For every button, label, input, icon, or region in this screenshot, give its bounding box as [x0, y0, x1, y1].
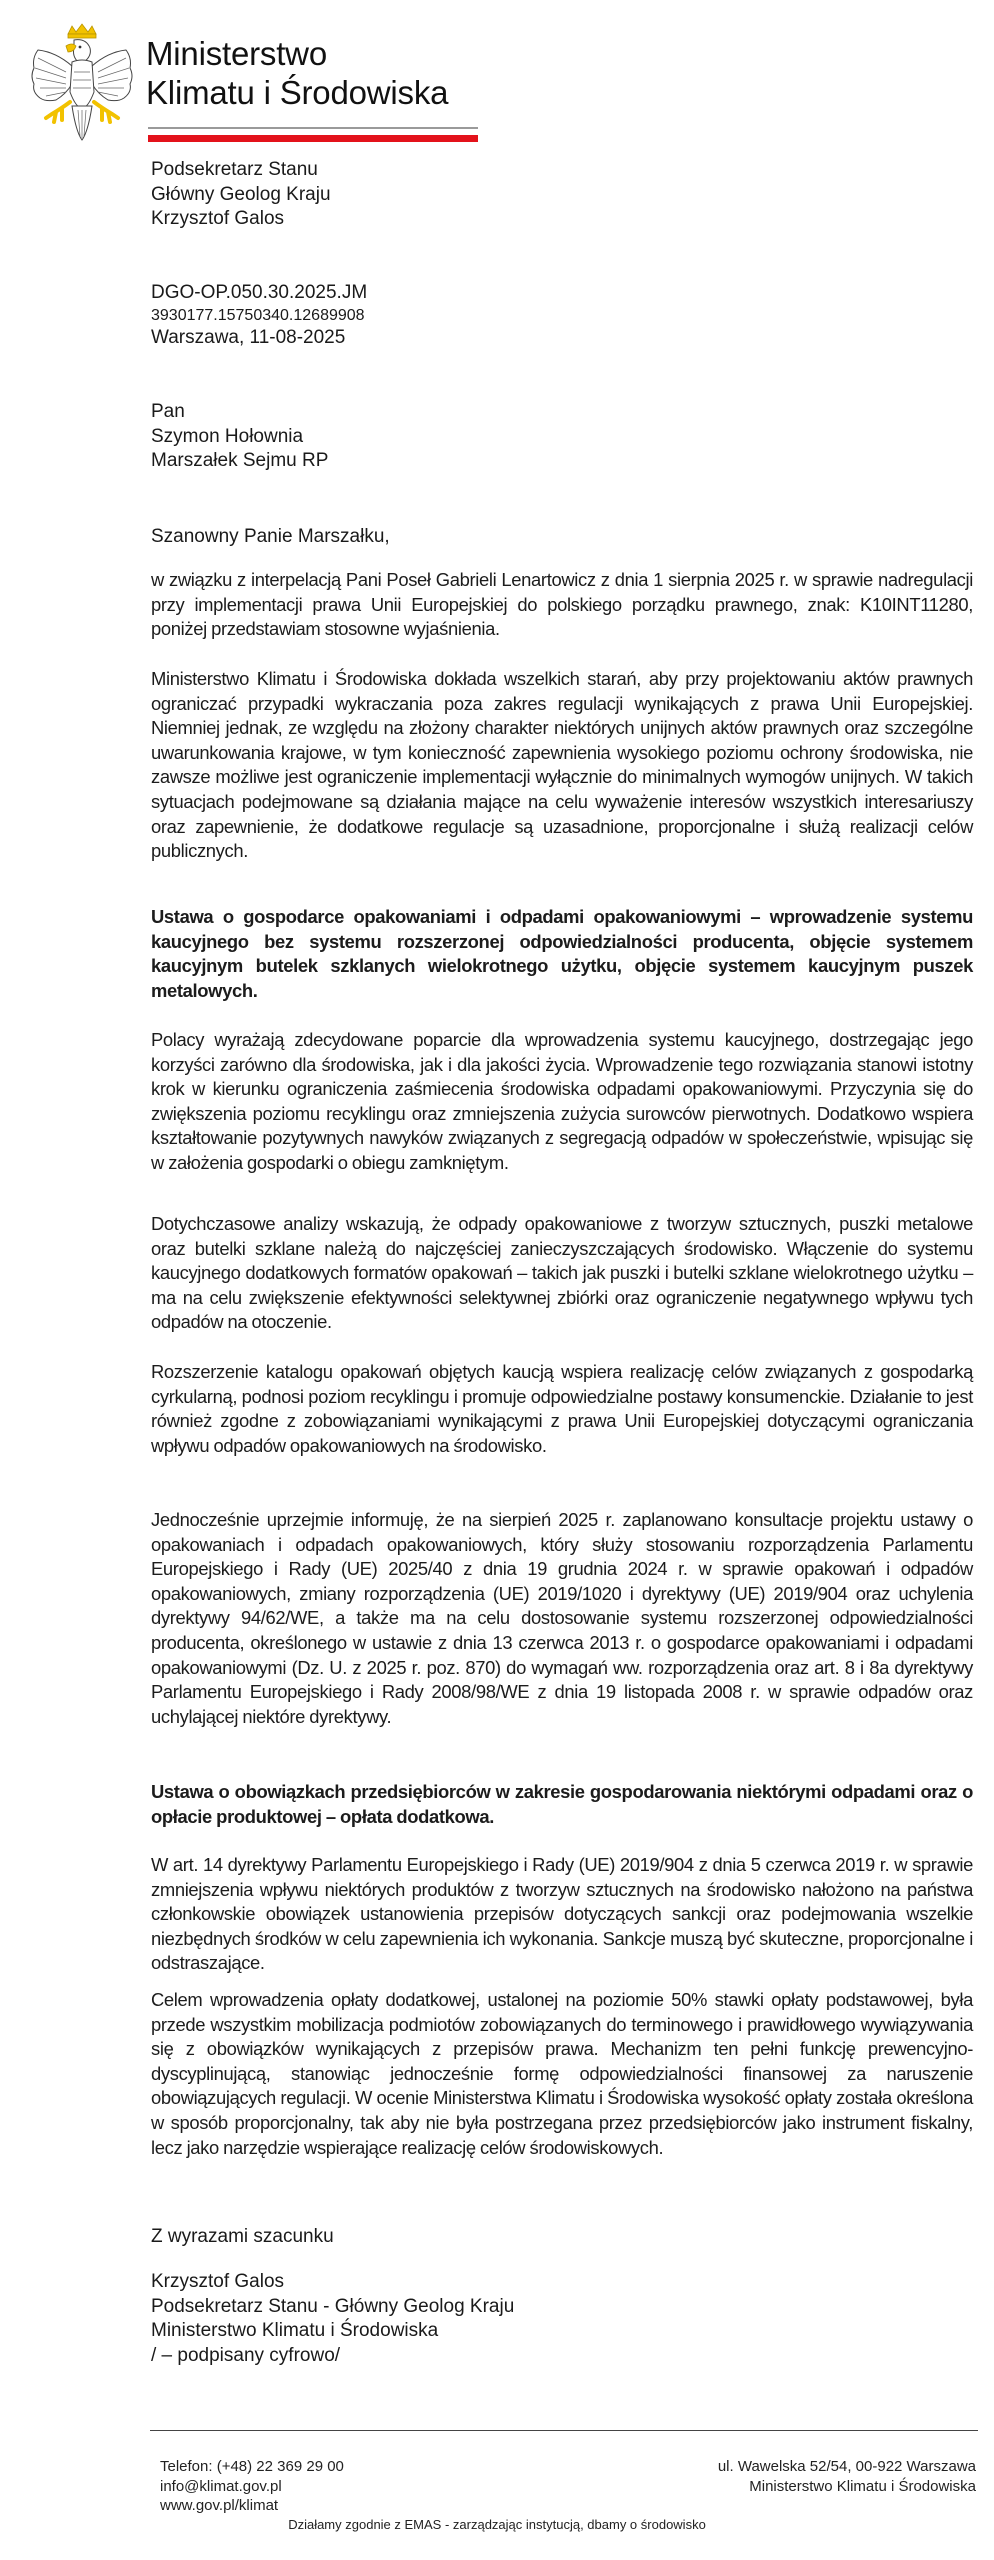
paragraph-fee-purpose: Celem wprowadzenia opłaty dodatkowej, ustalonej na poziomie 50% stawki opłaty podstawowej, była przede wszystkim mobilizacja podmiotów zobowiązanych do terminowego i prawidłowego wywiązywania się z obowiązków wynikających z przepisów prawa. Mechanizm ten pełni funkcję prewencyjno-dyscyplinującą, stanowiąc jednocześnie formę odpowiedzialności finansowej za naruszenie obowiązujących regulacji. W ocenie Ministerstwa Klimatu i Środowiska wysokość opłaty została określona w sposób proporcjonalny, tak aby nie była postrzegana przez przedsiębiorców jako instrument fiskalny, lecz jako narzędzie wspierające realizację celów środowiskowych.	[151, 1989, 973, 2158]
section-heading-deposit-system: Ustawa o gospodarce opakowaniami i odpadami opakowaniowymi – wprowadzenie systemu kaucyjnego bez systemu rozszerzonej odpowiedzialności producenta, objęcie systemem kaucyjnym butelek szklanych wielokrotnego użytku, objęcie systemem kaucyjnym puszek metalowych.	[151, 906, 973, 1001]
letterhead-red-rule	[148, 135, 478, 142]
section-heading-additional-fee: Ustawa o obowiązkach przedsiębiorców w zakresie gospodarowania niektórymi odpadami oraz o opłacie produktowej – opłata dodatkowa.	[151, 1781, 973, 1827]
salutation	[151, 525, 390, 550]
paragraph-directive-article14: W art. 14 dyrektywy Parlamentu Europejskiego i Rady (UE) 2019/904 z dnia 5 czerwca 2019 r. w sprawie zmniejszenia wpływu niektórych produktów z tworzyw sztucznych na środowisko nałożono na państwa członkowskie obowiązek ustanowienia przepisów dotyczących sankcji oraz podejmowania wszelkie niezbędnych środków w celu zapewnienia ich wykonania. Sankcje muszą być skuteczne, proporcjonalne i odstraszające.	[151, 1854, 973, 1974]
reference-block	[151, 281, 367, 350]
paragraph-ministry-efforts: Ministerstwo Klimatu i Środowiska dokłada wszelkich starań, aby przy projektowaniu aktów prawnych ograniczać przypadki wykraczania poza zakres regulacji wynikających z prawa Unii Europejskiej. Niemniej jednak, ze względu na złożony charakter niektórych unijnych aktów prawnych oraz szczególne uwarunkowania krajowe, w tym konieczność zapewnienia wysokiego poziomu ochrony środowiska, nie zawsze możliwe jest ograniczenie implementacji wyłącznie do minimalnych wymogów unijnych. W takich sytuacjach podejmowane są działania mające na celu wyważenie interesów wszystkich interesariuszy oraz zapewnienie, że dodatkowe regulacje są uzasadnione, proporcjonalne i służą realizacji celów publicznych.	[151, 668, 973, 862]
recipient-salutation: Pan	[151, 401, 185, 422]
recipient-name: Szymon Hołownia	[151, 425, 304, 447]
paragraph-public-support: Polacy wyrażają zdecydowane poparcie dla wprowadzenia systemu kaucyjnego, dostrzegając jego korzyści zarówno dla środowiska, jak i dla jakości życia. Wprowadzenie tego rozwiązania stanowi istotny krok w kierunku ograniczenia zaśmiecenia środowiska odpadami opakowaniowymi. Przyczynia się do zwiększenia poziomu recyklingu oraz zmniejszenia zużycia surowców pierwotnych. Dodatkowo wspiera kształtowanie pozytywnych nawyków związanych z segregacją odpadów w społeczeństwie, wpisując się w założenia gospodarki o obiegu zamkniętym.	[151, 1029, 973, 1173]
footer-address	[718, 2457, 976, 2496]
footer-street-address: ul. Wawelska 52/54, 00-922 Warszawa	[717, 2458, 976, 2475]
footer-email-link[interactable]: info@klimat.gov.pl	[160, 2477, 282, 2495]
paragraph-consultations: Jednocześnie uprzejmie informuję, że na sierpień 2025 r. zaplanowano konsultacje projektu ustawy o opakowaniach i odpadach opakowaniowych, który służy stosowaniu rozporządzenia Parlamentu Europejskiego i Rady (UE) 2025/40 z dnia 19 grudnia 2024 r. w sprawie opakowań i odpadów opakowaniowych, zmiany rozporządzenia (UE) 2019/1020 i dyrektywy (UE) 2019/904 oraz uchylenia dyrektywy 94/62/WE, a także ma na celu dostosowanie systemu rozszerzonej odpowiedzialności producenta, określonego w ustawie z dnia 13 czerwca 2013 r. o gospodarce opakowaniami i odpadami opakowaniowymi (Dz. U. z 2025 r. poz. 870) do wymagań ww. rozporządzenia oraz art. 8 i 8a dyrektywy Parlamentu Europejskiego i Rady 2008/98/WE z dnia 19 listopada 2008 r. w sprawie odpadów oraz uchylającej niektóre dyrektywy.	[151, 1509, 973, 1727]
document-id: 3930177.15750340.12689908	[151, 306, 365, 324]
footer-contact	[160, 2457, 344, 2516]
ministry-name-line1: Ministerstwo	[146, 35, 327, 72]
sender-block	[151, 158, 331, 232]
sender-name: Krzysztof Galos	[151, 208, 285, 229]
footer-emas-note: Działamy zgodnie z EMAS - zarządzając instytucją, dbamy o środowisko	[288, 2517, 706, 2532]
salutation-text: Szanowny Panie Marszałku,	[151, 526, 390, 547]
letterhead	[26, 22, 496, 150]
case-number: DGO-OP.050.30.2025.JM	[151, 282, 368, 303]
place-date: Warszawa, 11-08-2025	[151, 326, 346, 348]
letterhead-gray-rule	[148, 127, 478, 129]
footer-website-link[interactable]: www.gov.pl/klimat	[160, 2497, 279, 2514]
footer-divider	[150, 2430, 978, 2431]
recipient-title: Marszałek Sejmu RP	[151, 450, 329, 471]
signature-block	[151, 2270, 514, 2368]
paragraph-intro: w związku z interpelacją Pani Poseł Gabrieli Lenartowicz z dnia 1 sierpnia 2025 r. w sprawie nadregulacji przy implementacji prawa Unii Europejskiej do polskiego porządku prawnego, znak: K10INT11280, poniżej przedstawiam stosowne wyjaśnienia.	[151, 569, 973, 640]
recipient-block	[151, 400, 328, 474]
signatory-title: Podsekretarz Stanu - Główny Geolog Kraju	[151, 2295, 515, 2317]
paragraph-analyses: Dotychczasowe analizy wskazują, że odpady opakowaniowe z tworzyw sztucznych, puszki metalowe oraz butelki szklane należą do najczęściej zanieczyszczających środowisko. Włączenie do systemu kaucyjnego dodatkowych formatów opakowań – takich jak puszki i butelki szklane wielokrotnego użytku – ma na celu zwiększenie efektywności selektywnej zbiórki oraz ograniczenie negatywnego wpływu tych odpadów na otoczenie.	[151, 1213, 973, 1333]
complimentary-close-text: Z wyrazami szacunku	[151, 2226, 334, 2247]
ministry-name	[146, 34, 448, 112]
complimentary-close	[151, 2225, 334, 2250]
signatory-name: Krzysztof Galos	[151, 2271, 285, 2292]
paragraph-catalogue-extension: Rozszerzenie katalogu opakowań objętych kaucją wspiera realizację celów związanych z gospodarką cyrkularną, podnosi poziom recyklingu i promuje odpowiedzialne postawy konsumenckie. Działanie to jest również zgodne z zobowiązaniami wynikającymi z prawa Unii Europejskiej dotyczącymi ograniczania wpływu odpadów opakowaniowych na środowisko.	[151, 1361, 973, 1456]
signatory-institution: Ministerstwo Klimatu i Środowiska	[151, 2320, 439, 2341]
polish-eagle-emblem-icon	[26, 22, 138, 144]
digital-signature-note: / – podpisany cyfrowo/	[151, 2344, 341, 2366]
footer-institution: Ministerstwo Klimatu i Środowiska	[749, 2477, 976, 2495]
footer-phone: Telefon: (+48) 22 369 29 00	[160, 2458, 344, 2475]
ministry-name-line2: Klimatu i Środowiska	[146, 74, 449, 111]
sender-title: Podsekretarz Stanu	[151, 159, 318, 180]
sender-function: Główny Geolog Kraju	[151, 183, 331, 205]
